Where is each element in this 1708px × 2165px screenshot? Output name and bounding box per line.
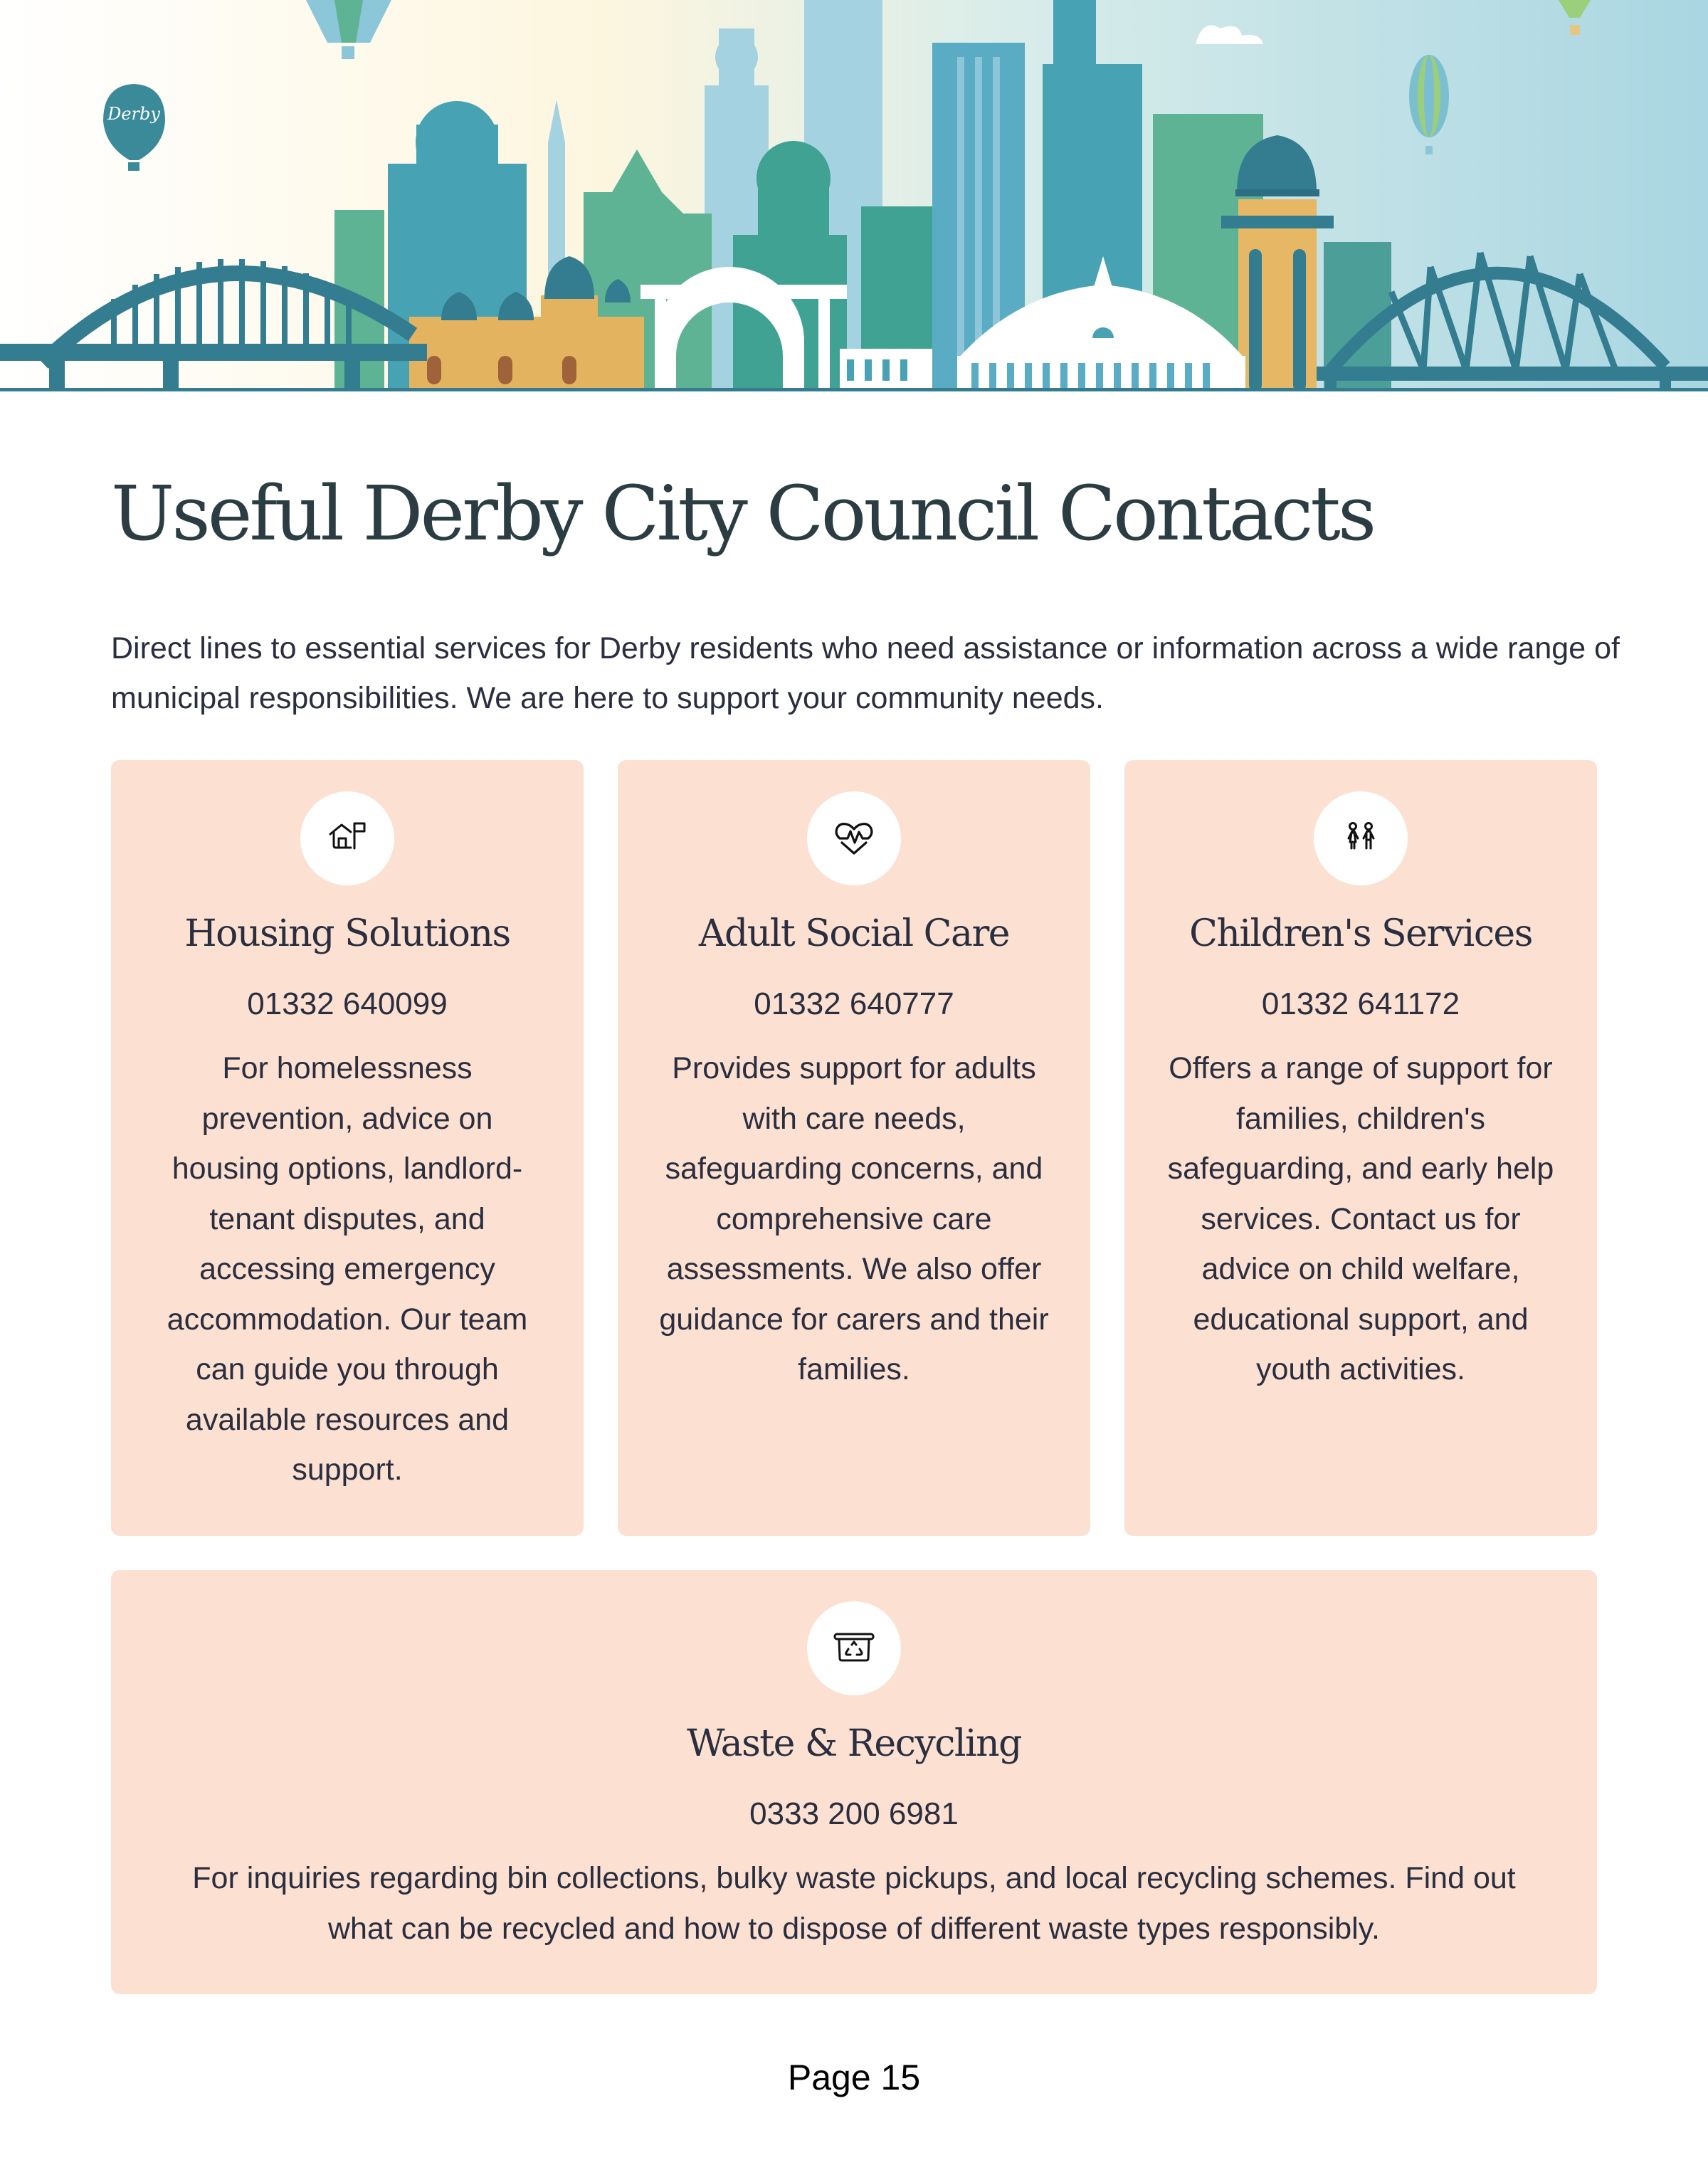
balloon-logo-text: Derby — [107, 104, 160, 124]
card-title: Children's Services — [1189, 912, 1532, 955]
card-title: Waste & Recycling — [687, 1722, 1021, 1765]
icon-badge — [1314, 791, 1408, 885]
ground-line — [0, 388, 1708, 391]
card-description: For homelessness prevention, advice on housing options, landlord-tenant disputes, and accessing emergency accommodation. Our team can guide you through available resources and support. — [167, 1051, 528, 1487]
heart-pulse-icon — [831, 816, 877, 861]
card-description: Offers a range of support for families, children's safeguarding, and early help services. Contact us for advice on child welfare, educational support, and youth activities. — [1167, 1051, 1554, 1386]
phone-number[interactable]: 0333 200 6981 — [749, 1796, 959, 1831]
icon-badge — [300, 791, 394, 885]
contact-card-adult-social-care — [618, 760, 1090, 1536]
intro-paragraph: Direct lines to essential services for Derby residents who need assistance or information across a wide range of municipal responsibilities. We are here to support your community needs. — [111, 631, 1620, 715]
city-skyline-banner — [0, 0, 1708, 391]
icon-badge — [807, 1601, 901, 1695]
card-title: Housing Solutions — [184, 912, 510, 955]
card-title: Adult Social Care — [698, 912, 1010, 955]
phone-number[interactable]: 01332 641172 — [1261, 986, 1460, 1021]
phone-number[interactable]: 01332 640099 — [247, 986, 448, 1021]
contact-card-waste-recycling — [111, 1570, 1597, 1994]
contact-card-housing — [111, 760, 584, 1536]
skyline-illustration — [0, 0, 1708, 391]
contact-card-childrens-services — [1124, 760, 1597, 1536]
page-title: Useful Derby City Council Contacts — [111, 470, 1374, 557]
icon-badge — [807, 791, 901, 885]
phone-number[interactable]: 01332 640777 — [754, 986, 954, 1021]
recycling-bin-icon — [831, 1626, 877, 1671]
card-description: For inquiries regarding bin collections, bulky waste pickups, and local recycling schemes. Find out what can be recycled and how to dispose of different waste types responsibly. — [192, 1861, 1516, 1946]
card-description: Provides support for adults with care needs, safeguarding concerns, and comprehensive care assessments. We also offer guidance for carers and their families. — [659, 1051, 1049, 1386]
house-flag-icon — [325, 816, 370, 861]
page-number: Page 15 — [787, 2058, 921, 2097]
children-icon — [1338, 816, 1383, 861]
